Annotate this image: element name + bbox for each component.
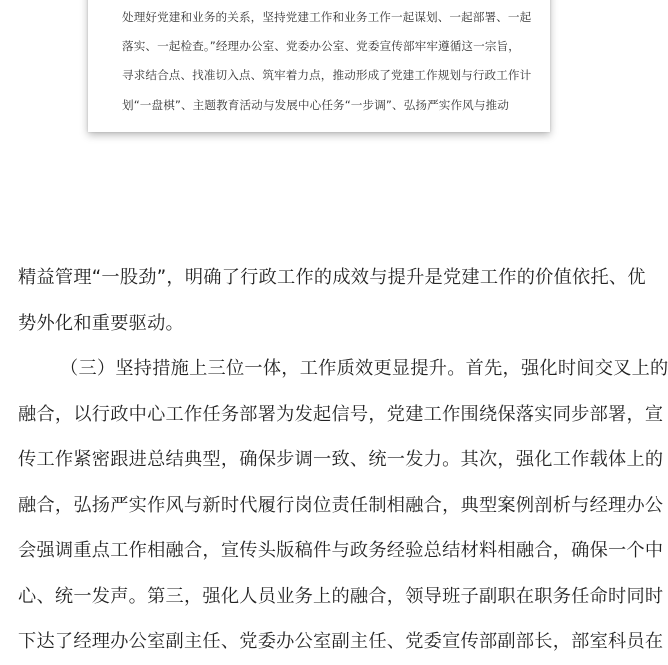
quote-line: 寻求结合点、找准切入点、筑牢着力点，推动形成了党建工作规划与行政工作计 [122,68,532,83]
quote-line: 落实、一起检查。”经理办公室、党委办公室、党委宣传部牢牢遵循这一宗旨， [122,39,520,54]
paragraph-line: 会强调重点工作相融合，宣传头版稿件与政务经验总结材料相融合，确保一个中 [18,540,664,561]
paragraph-line: 融合，弘扬严实作风与新时代履行岗位责任制相融合，典型案例剖析与经理办公 [18,494,664,516]
quote-box [88,0,550,132]
body-paragraphs [18,255,668,665]
paragraph-line: 传工作紧密跟进总结典型，确保步调一致、统一发力。其次，强化工作载体上的 [18,449,664,470]
section-heading-line: （三）坚持措施上三位一体，工作质效更显提升。首先，强化时间交叉上的 [60,358,668,379]
paragraph-line: 融合，以行政中心工作任务部署为发起信号，党建工作围绕保落实同步部署，宣 [18,403,664,425]
paragraph-line: 势外化和重要驱动。 [18,312,184,334]
paragraph-line: 下达了经理办公室副主任、党委办公室副主任、党委宣传部副部长，部室科员在 [18,631,664,652]
quote-line: 划“一盘棋”、主题教育活动与发展中心任务“一步调”、弘扬严实作风与推动 [122,97,509,112]
quote-text [122,3,532,120]
paragraph-line: 心、统一发声。第三，强化人员业务上的融合，领导班子副职在职务任命时同时 [18,585,664,607]
quote-line: 处理好党建和业务的关系，坚持党建工作和业务工作一起谋划、一起部署、一起 [122,10,532,24]
paragraph-line: 精益管理“一股劲”，明确了行政工作的成效与提升是党建工作的价值依托、优 [18,267,646,288]
